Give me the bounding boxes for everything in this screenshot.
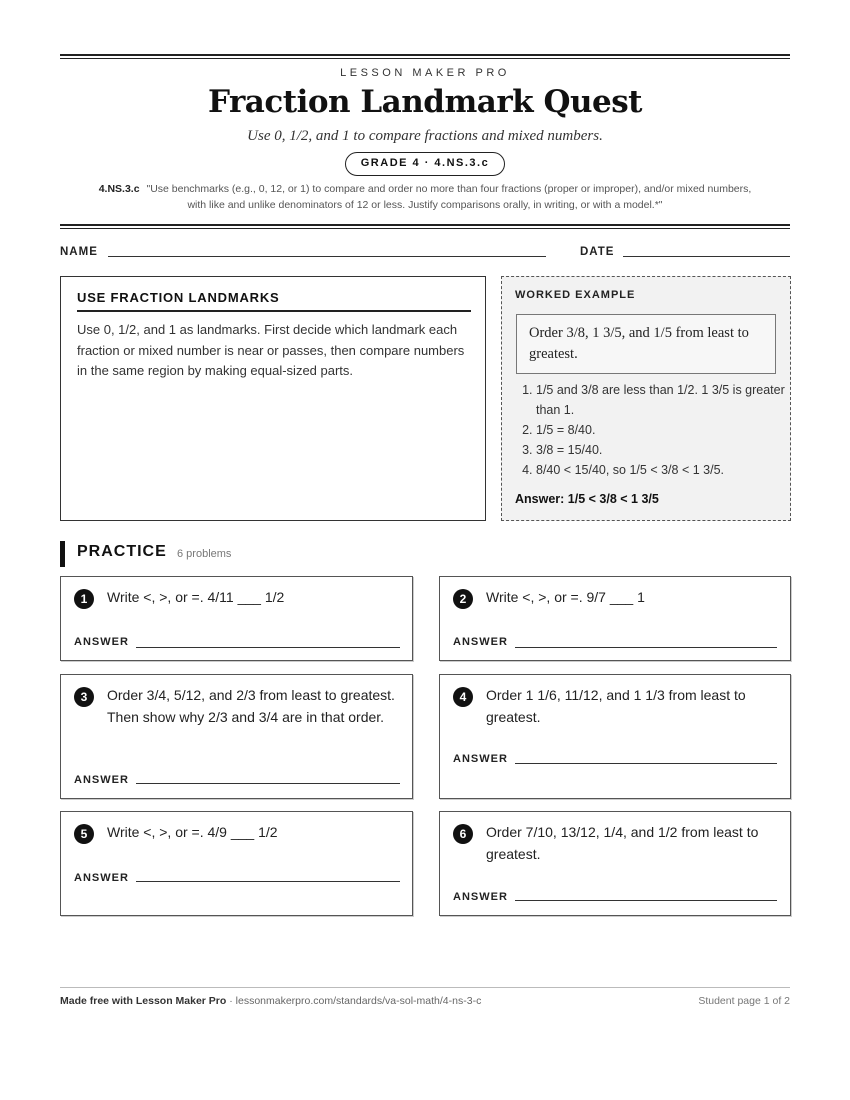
answer-label: ANSWER [453, 891, 508, 903]
problem-number-badge: 5 [74, 824, 94, 844]
worked-example-prompt: Order 3/8, 1 3/5, and 1/5 from least to greatest. [516, 314, 776, 374]
standard-code: 4.NS.3.c [98, 183, 140, 195]
problem-number-badge: 6 [453, 824, 473, 844]
footer-credit [60, 995, 481, 1007]
answer-label: ANSWER [453, 753, 508, 765]
landmarks-body: Use 0, 1/2, and 1 as landmarks. First decide which landmark each fraction or mixed number is near or passes, then compare numbers in the same region by making equal-sized parts. [77, 322, 465, 378]
worked-example-step: 1. 1/5 and 3/8 are less than 1/2. 1 3/5 is greater than 1. [536, 380, 801, 420]
page-subtitle: Use 0, 1/2, and 1 to compare fractions and mixed numbers. [247, 128, 603, 144]
worked-example-steps [516, 380, 801, 480]
footer-rule [60, 987, 790, 988]
answer-field-6[interactable] [515, 900, 777, 901]
problem-text: Order 7/10, 13/12, 1/4, and 1/2 from least to greatest. [486, 824, 759, 862]
footer-page-number: Student page 1 of 2 [698, 995, 790, 1007]
problem-number-badge: 1 [74, 589, 94, 609]
practice-count: 6 problems [177, 548, 232, 560]
answer-field-2[interactable] [515, 647, 777, 648]
worked-example-heading: WORKED EXAMPLE [515, 289, 636, 301]
answer-field-4[interactable] [515, 763, 777, 764]
standard-description [70, 181, 780, 213]
worked-example-step: 2. 1/5 = 8/40. [536, 420, 801, 440]
problem-text: Order 3/4, 5/12, and 2/3 from least to greatest. Then show why 2/3 and 3/4 are in that order. [107, 687, 395, 725]
problem-card-4 [439, 674, 791, 799]
landmarks-instruction-box [60, 276, 486, 521]
answer-label: ANSWER [74, 872, 129, 884]
top-double-rule [60, 54, 790, 59]
problem-card-6 [439, 811, 791, 916]
problem-card-2 [439, 576, 791, 661]
landmarks-heading: USE FRACTION LANDMARKS [77, 290, 471, 312]
problem-text: Order 1 1/6, 11/12, and 1 1/3 from least to greatest. [486, 687, 746, 725]
footer-made-with: Made free with Lesson Maker Pro [60, 995, 227, 1007]
answer-label: ANSWER [74, 774, 129, 786]
problem-number-badge: 3 [74, 687, 94, 707]
problem-card-5 [60, 811, 413, 916]
problem-card-1 [60, 576, 413, 661]
worked-example-step: 4. 8/40 < 15/40, so 1/5 < 3/8 < 1 3/5. [536, 460, 801, 480]
date-label: DATE [580, 246, 615, 258]
problem-number-badge: 4 [453, 687, 473, 707]
answer-label: ANSWER [74, 636, 129, 648]
standard-text-line2: with like and unlike denominators of 12 or less. Justify comparisons orally, in writing, or with a model.*" [187, 199, 663, 211]
worked-example-box [501, 276, 791, 521]
name-field[interactable] [108, 256, 546, 257]
page-title: Fraction Landmark Quest [208, 84, 642, 120]
problem-text: Write <, >, or =. 4/9 ___ 1/2 [107, 824, 278, 840]
practice-heading: PRACTICE [77, 543, 167, 560]
answer-field-1[interactable] [136, 647, 400, 648]
answer-field-3[interactable] [136, 783, 400, 784]
practice-accent-bar [60, 541, 65, 567]
problem-text: Write <, >, or =. 9/7 ___ 1 [486, 589, 645, 605]
footer-url: · lessonmakerpro.com/standards/va-sol-math/4-ns-3-c [226, 995, 482, 1007]
answer-field-5[interactable] [136, 881, 400, 882]
answer-label: ANSWER [453, 636, 508, 648]
name-label: NAME [60, 246, 98, 258]
grade-badge: GRADE 4 · 4.NS.3.c [345, 152, 505, 176]
problem-number-badge: 2 [453, 589, 473, 609]
problem-text: Write <, >, or =. 4/11 ___ 1/2 [107, 589, 285, 605]
brand-name: LESSON MAKER PRO [340, 67, 510, 79]
worked-example-answer: Answer: 1/5 < 3/8 < 1 3/5 [515, 492, 659, 506]
date-field[interactable] [623, 256, 790, 257]
problem-card-3 [60, 674, 413, 799]
standard-text-line1: "Use benchmarks (e.g., 0, 12, or 1) to compare and order no more than four fractions (proper or improper), and/or mixed numbers, [146, 183, 752, 195]
header-bottom-double-rule [60, 224, 790, 229]
worked-example-step: 3. 3/8 = 15/40. [536, 440, 801, 460]
